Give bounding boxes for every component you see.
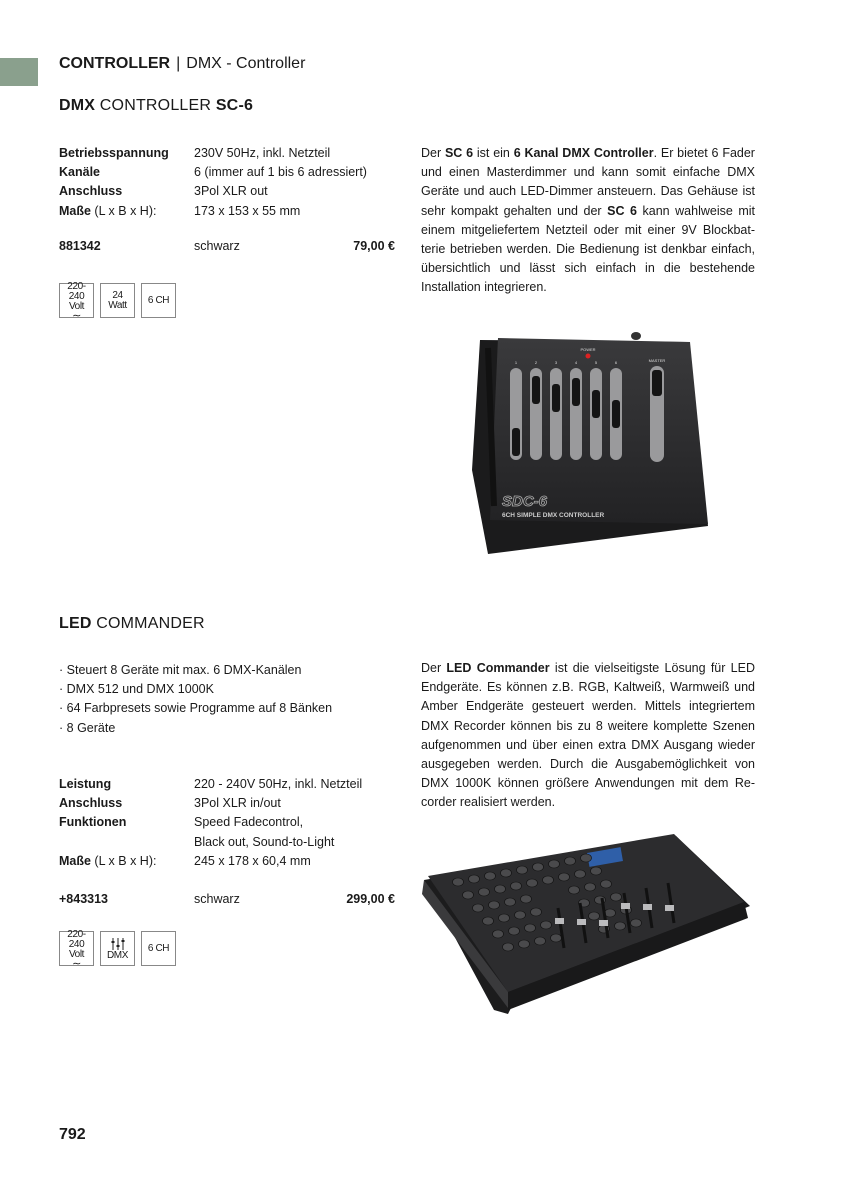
led-title-regular: COMMANDER xyxy=(91,615,205,632)
led-bullets xyxy=(59,661,332,738)
spec-label-bold: Maße xyxy=(59,203,91,218)
controller-button xyxy=(591,867,602,875)
sc6-description xyxy=(421,144,759,298)
channel-badge xyxy=(141,283,176,318)
sc6-title xyxy=(59,97,253,115)
power-label: POWER xyxy=(580,347,596,352)
channel-number: 2 xyxy=(534,360,538,365)
header-separator: | xyxy=(176,55,181,72)
spec-row xyxy=(59,794,399,813)
led-description xyxy=(421,659,759,813)
badge-line1: 24 xyxy=(112,289,123,301)
controller-button xyxy=(463,891,474,899)
desc-bold: LED Commander xyxy=(446,661,550,675)
spec-row xyxy=(59,144,399,163)
controller-button xyxy=(615,922,626,930)
desc-text: Der xyxy=(421,146,445,160)
fader-knob xyxy=(555,918,564,924)
spec-row xyxy=(59,202,399,221)
spec-label: Leistung xyxy=(59,777,112,791)
fader-knob xyxy=(665,905,674,911)
fader-knob xyxy=(599,920,608,926)
badge-line2: Volt xyxy=(68,948,85,960)
controller-button xyxy=(473,904,484,912)
sc6-article-row xyxy=(59,239,395,253)
controller-button xyxy=(631,919,642,927)
controller-button xyxy=(493,930,504,938)
sc6-title-bold1: DMX xyxy=(59,97,96,114)
channel-number: 6 xyxy=(614,360,618,365)
controller-button xyxy=(525,924,536,932)
spec-row xyxy=(59,182,399,201)
desc-text: . Er bietet 6 Fader und einen Masterdimmer und kann somit einfache DMX Geräte und auch LED-Dimmer ansteuern. Das Gehäuse ist sehr kompakt gehalten und der xyxy=(421,146,759,218)
led-title xyxy=(59,615,205,633)
spec-label: Betriebsspannung xyxy=(59,146,169,160)
desc-text: ist die vielseitigste Lösung für LED Endgeräte. Es können z.B. RGB, Kaltweiß, Warmweiß und Amber Endgeräte gesteuert werden. Mittels integriertem DMX Recorder können bis zu 8 weitere komplette Szenen aufgenommen und über einen extra DMX Ausgang wieder ausgegeben werden. Durch die Ausgabemöglichkeit von DMX 1000K können größere Anwendungen mit dem Re-corder realisiert werden. xyxy=(421,661,759,810)
spec-label-rest: (L x B x H): xyxy=(90,203,157,218)
dmx-badge xyxy=(100,931,135,966)
voltage-badge xyxy=(59,928,94,970)
desc-text: kann wahlweise mit einem mitgeliefertem Netzteil oder mit einer 9V Blockbat-terie betrieben werden. Die Bedienung ist denkbar einfach, übersichtlich und lässt sich einfach in die bestehende Installation integrieren. xyxy=(421,203,759,295)
controller-button xyxy=(489,901,500,909)
dmx-fader-icon xyxy=(110,937,126,951)
controller-button xyxy=(575,870,586,878)
sc6-specs xyxy=(59,144,399,221)
channel-number: 1 xyxy=(514,360,518,365)
controller-button xyxy=(511,882,522,890)
controller-button xyxy=(453,878,464,886)
channel-number: 4 xyxy=(574,360,578,365)
controller-button xyxy=(479,888,490,896)
spec-value: 3Pol XLR out xyxy=(194,184,268,199)
sc6-title-regular: CONTROLLER xyxy=(95,97,216,114)
badge-line1: 220-240 xyxy=(67,928,86,950)
badge-line2: Volt xyxy=(68,300,85,312)
led-commander-product-image xyxy=(418,832,754,1014)
channel-number: 3 xyxy=(554,360,558,365)
channel-number: 5 xyxy=(594,360,598,365)
spec-row xyxy=(59,163,399,182)
article-number: +843313 xyxy=(59,892,109,906)
controller-button xyxy=(515,911,526,919)
sc6-title-bold2: SC-6 xyxy=(215,97,254,114)
device-logo: SDC-6 xyxy=(502,493,548,510)
fader-knob xyxy=(621,903,630,909)
spec-label: Funktionen xyxy=(59,815,127,830)
header-sub: DMX - Controller xyxy=(186,55,306,72)
voltage-badge xyxy=(59,280,94,322)
controller-button xyxy=(495,885,506,893)
controller-button xyxy=(517,866,528,874)
article-color: schwarz xyxy=(194,892,240,906)
controller-button xyxy=(585,883,596,891)
desc-bold: SC 6 xyxy=(607,203,637,218)
bullet-item: · 8 Geräte xyxy=(59,719,332,738)
bullet-item: · Steuert 8 Geräte mit max. 6 DMX-Kanälen xyxy=(59,661,332,680)
controller-button xyxy=(549,860,560,868)
spec-label: Anschluss xyxy=(59,796,123,811)
led-article-row xyxy=(59,892,395,906)
page-number: 792 xyxy=(59,1126,86,1143)
master-label: MASTER xyxy=(648,358,666,363)
spec-value: 245 x 178 x 60,4 mm xyxy=(194,853,311,868)
page-header xyxy=(59,55,305,73)
bullet-item: · 64 Farbpresets sowie Programme auf 8 Bänken xyxy=(59,699,332,718)
controller-button xyxy=(589,912,600,920)
controller-button xyxy=(509,927,520,935)
spec-row xyxy=(59,813,399,832)
spec-value: 220 - 240V 50Hz, inkl. Netzteil xyxy=(194,777,363,791)
spec-row xyxy=(59,775,399,794)
badge-line2: Watt xyxy=(108,299,127,311)
controller-button xyxy=(533,863,544,871)
controller-button xyxy=(521,895,532,903)
spec-label: Anschluss xyxy=(59,184,123,199)
spec-value: Speed Fadecontrol, xyxy=(194,815,304,830)
controller-button xyxy=(531,908,542,916)
spec-value: Black out, Sound-to-Light xyxy=(194,834,335,849)
desc-bold: 6 Kanal DMX Controller xyxy=(513,146,654,160)
desc-text: Der xyxy=(421,661,447,675)
spec-value: 3Pol XLR in/out xyxy=(194,796,281,811)
controller-button xyxy=(483,917,494,925)
badge-line1: 220-240 xyxy=(67,280,86,302)
desc-text: ist ein xyxy=(473,146,514,160)
sc6-product-image xyxy=(468,330,712,558)
fader-knob xyxy=(643,904,652,910)
spec-value: 173 x 153 x 55 mm xyxy=(194,203,301,218)
controller-button xyxy=(581,854,592,862)
controller-button xyxy=(503,943,514,951)
controller-button xyxy=(485,872,496,880)
article-number: 881342 xyxy=(59,239,101,253)
badge-line1: 6 CH xyxy=(147,294,170,306)
spec-label-bold: Maße xyxy=(59,853,91,868)
spec-value: 230V 50Hz, inkl. Netzteil xyxy=(194,146,331,160)
controller-button xyxy=(559,873,570,881)
led-title-bold: LED xyxy=(59,615,92,632)
sc6-badges xyxy=(59,280,176,322)
section-tab-marker xyxy=(0,58,38,86)
led-badges xyxy=(59,928,176,970)
controller-button xyxy=(543,876,554,884)
device-subtitle: 6CH SIMPLE DMX CONTROLLER xyxy=(502,512,605,519)
controller-button xyxy=(527,879,538,887)
led-specs xyxy=(59,775,399,871)
controller-button xyxy=(501,869,512,877)
controller-button xyxy=(569,886,580,894)
controller-button xyxy=(565,857,576,865)
spec-label-rest: (L x B x H): xyxy=(90,853,157,868)
badge-line1: DMX xyxy=(106,949,129,961)
controller-button xyxy=(551,934,562,942)
controller-button xyxy=(611,893,622,901)
article-color: schwarz xyxy=(194,239,240,253)
ac-wave-icon: ∼ xyxy=(72,957,81,970)
controller-button xyxy=(499,914,510,922)
badge-line1: 6 CH xyxy=(147,942,170,954)
desc-bold: SC 6 xyxy=(444,146,474,160)
controller-button xyxy=(535,937,546,945)
controller-button xyxy=(601,880,612,888)
fader-knob xyxy=(577,919,586,925)
spec-value: 6 (immer auf 1 bis 6 adressiert) xyxy=(194,165,367,180)
article-price: 79,00 € xyxy=(353,239,395,253)
article-price: 299,00 € xyxy=(346,892,395,906)
spec-row xyxy=(59,852,399,871)
channel-badge xyxy=(141,931,176,966)
ac-wave-icon: ∼ xyxy=(72,309,81,322)
spec-row xyxy=(59,833,399,852)
header-main: CONTROLLER xyxy=(59,55,171,72)
spec-label: Kanäle xyxy=(59,165,100,180)
wattage-badge xyxy=(100,283,135,318)
controller-button xyxy=(505,898,516,906)
controller-button xyxy=(519,940,530,948)
controller-button xyxy=(469,875,480,883)
controller-button xyxy=(541,921,552,929)
bullet-item: · DMX 512 und DMX 1000K xyxy=(59,680,332,699)
